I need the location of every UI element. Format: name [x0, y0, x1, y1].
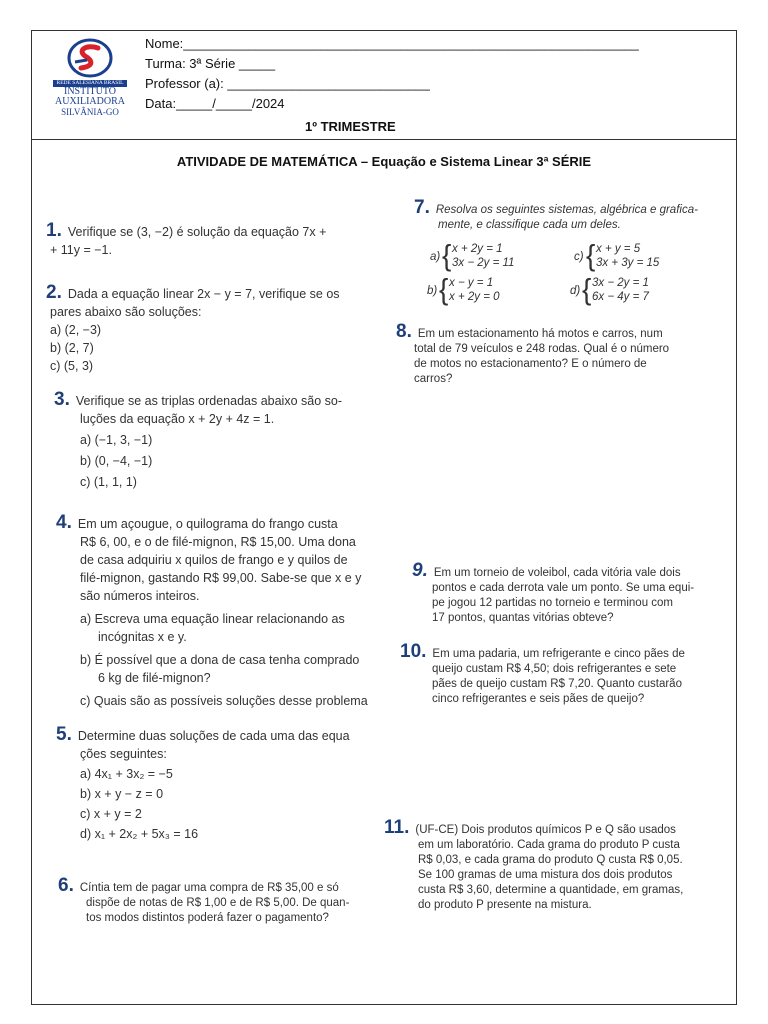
- question-1: 1. Verifique se (3, −2) é solução da equação 7x + + 11y = −1.: [46, 220, 327, 257]
- question-6: 6. Cíntia tem de pagar uma compra de R$ 35,00 e só dispõe de notas de R$ 1,00 e de R$ 5,00. De quan- tos modos distintos poderá fazer o pagamento?: [58, 875, 350, 924]
- institute-name: INSTITUTO: [63, 86, 117, 97]
- question-4: 4. Em um açougue, o quilograma do frango custa R$ 6, 00, e o de filé-mignon, R$ 15,00. Uma dona de casa adquiriu x quilos de frango e y quilos de filé-mignon, gastando R$ 99,00. Sabe-se que x e y são números inteiros. a) Escreva uma equação linear relacionando as incógnitas x e y. b) É possível que a dona de casa tenha comprado 6 kg de filé-mignon? c) Quais são as possíveis soluções desse problema: [56, 512, 368, 708]
- page-title: ATIVIDADE DE MATEMÁTICA – Equação e Sistema Linear 3ª SÉRIE: [176, 154, 592, 169]
- question-number: 5.: [56, 724, 72, 745]
- network-band: REDE SALESIANA BRASIL: [53, 80, 127, 87]
- question-2: 2. Dada a equação linear 2x − y = 7, verifique se os pares abaixo são soluções: a) (2, −3) b) (2, 7) c) (5, 3): [46, 282, 340, 373]
- system-b: b) { x − y = 1 x + 2y = 0: [427, 273, 500, 306]
- system-a: a) { x + 2y = 1 3x − 2y = 11: [430, 239, 515, 272]
- question-number: 8.: [396, 321, 412, 342]
- nome-field[interactable]: Nome:_______________________________________________________________: [145, 36, 639, 51]
- question-number: 7.: [414, 197, 430, 218]
- professor-field[interactable]: Professor (a): ____________________________: [145, 76, 430, 91]
- institute-city: SILVÂNIA-GO: [61, 107, 119, 117]
- question-number: 1.: [46, 220, 62, 241]
- turma-field[interactable]: Turma: 3ª Série _____: [145, 56, 276, 71]
- system-c: c) { x + y = 5 3x + 3y = 15: [574, 239, 660, 272]
- salesian-emblem-icon: [67, 38, 113, 78]
- question-number: 2.: [46, 282, 62, 303]
- question-3: 3. Verifique se as triplas ordenadas abaixo são so- luções da equação x + 2y + 4z = 1. a) (−1, 3, −1) b) (0, −4, −1) c) (1, 1, 1): [54, 389, 342, 489]
- system-d: d) { 3x − 2y = 1 6x − 4y = 7: [570, 273, 649, 306]
- question-9: 9. Em um torneio de voleibol, cada vitória vale dois pontos e cada derrota vale um ponto. Se uma equi- pe jogou 12 partidas no torneio e terminou com 17 pontos, quantas vitórias obteve?: [412, 560, 695, 624]
- question-5: 5. Determine duas soluções de cada uma das equa ções seguintes: a) 4x₁ + 3x₂ = −5 b) x + y − z = 0 c) x + y = 2 d) x₁ + 2x₂ + 5x₃ = 16: [56, 724, 350, 841]
- question-11: 11. (UF-CE) Dois produtos químicos P e Q são usados em um laboratório. Cada grama do produto P custa R$ 0,03, e cada grama do produto Q custa R$ 0,05. Se 100 gramas de uma mistura dos dois produtos custa R$ 3,60, determine a quantidade, em gramas, do produto P presente na mistura.: [384, 817, 684, 911]
- question-7: 7. Resolva os seguintes sistemas, algébrica e grafica- mente, e classifique cada um deles.: [414, 197, 698, 231]
- question-number: 4.: [56, 512, 72, 533]
- question-10: 10. Em uma padaria, um refrigerante e cinco pães de queijo custam R$ 4,50; dois refrigerantes e sete pães de queijo custam R$ 7,20. Quanto custarão cinco refrigerantes e seis pães de queijo?: [400, 641, 685, 705]
- question-number: 3.: [54, 389, 70, 410]
- data-field[interactable]: Data:_____/_____/2024: [145, 96, 285, 111]
- trimestre-label: 1º TRIMESTRE: [305, 119, 396, 134]
- header-divider: [32, 139, 736, 140]
- question-number: 6.: [58, 875, 74, 896]
- question-number: 9.: [412, 560, 428, 581]
- question-number: 10.: [400, 641, 427, 662]
- question-number: 11.: [384, 817, 410, 838]
- question-8: 8. Em um estacionamento há motos e carros, num total de 79 veículos e 248 rodas. Qual é o número de motos no estacionamento? E o número de carros?: [396, 321, 670, 385]
- school-logo: [48, 38, 132, 138]
- institute-name-2: AUXILIADORA: [55, 96, 125, 107]
